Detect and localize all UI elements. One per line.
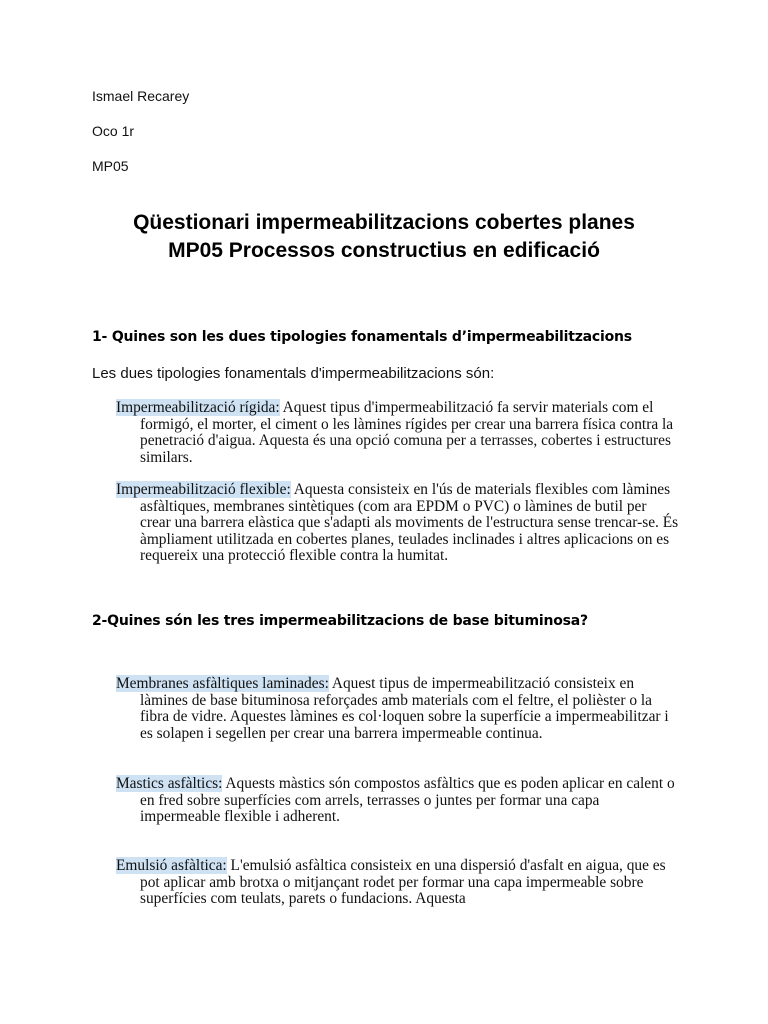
question-2-heading: 2-Quines són les tres impermeabilitzacions de base bituminosa? (92, 613, 588, 629)
document-title (0, 209, 768, 265)
class-group: Oco 1r (92, 123, 135, 139)
answer-item-flexible (116, 481, 680, 565)
question-1-heading: 1- Quines son les dues tipologies fonamentals d’impermeabilitzacions (92, 329, 632, 345)
item-text: Aquests màstics són compostos asfàltics que es poden aplicar en calent o en fred sobre superfícies com arrels, terrasses o juntes per formar una capa impermeable flexible i adherent. (140, 775, 675, 826)
question-1-intro: Les dues tipologies fonamentals d'impermeabilitzacions són: (92, 365, 495, 382)
highlighted-term: Membranes asfàltiques laminades: (116, 675, 329, 692)
item-text: Aquesta consisteix en l'ús de materials flexibles com làmines asfàltiques, membranes sintètiques (com ara EPDM o PVC) o làmines de butil per crear una barrera elàstica que s'adapti als moviments de l'estructura sense trencar-se. És àmpliament utilitzada en cobertes planes, teulades inclinades i altres aplicacions on es requereix una protecció flexible contra la humitat. (140, 481, 679, 565)
highlighted-term: Impermeabilització flexible: (116, 481, 291, 498)
item-text: Aquest tipus de impermeabilització consisteix en làmines de base bituminosa reforçades amb materials com el feltre, el polièster o la fibra de vidre. Aquestes làmines es col·loquen sobre la superfície a impermeabilitzar i es solapen i segellen per crear una barrera impermeable continua. (140, 675, 669, 742)
answer-item-mastics (116, 775, 680, 826)
answer-item-rigid (116, 399, 680, 466)
highlighted-term: Emulsió asfàltica: (116, 857, 227, 874)
highlighted-term: Mastics asfàltics: (116, 775, 223, 792)
answer-item-emulsion (116, 857, 680, 908)
item-text: Aquest tipus d'impermeabilització fa servir materials com el formigó, el morter, el ciment o les làmines rígides per crear una barrera física contra la penetració d'aigua. Aquesta és una opció comuna per a terrasses, cobertes i estructures similars. (140, 399, 674, 466)
answer-item-membranes (116, 675, 680, 742)
author-name: Ismael Recarey (92, 88, 190, 104)
title-line-2: MP05 Processos constructius en edificació (168, 239, 600, 262)
title-line-1: Qüestionari impermeabilitzacions cobertes planes (133, 211, 635, 234)
module-code: MP05 (92, 158, 129, 174)
item-text: L'emulsió asfàltica consisteix en una dispersió d'asfalt en aigua, que es pot aplicar amb brotxa o mitjançant rodet per formar una capa impermeable sobre superfícies com teulats, parets o fundacions. Aquesta (140, 857, 666, 908)
highlighted-term: Impermeabilització rígida: (116, 399, 280, 416)
